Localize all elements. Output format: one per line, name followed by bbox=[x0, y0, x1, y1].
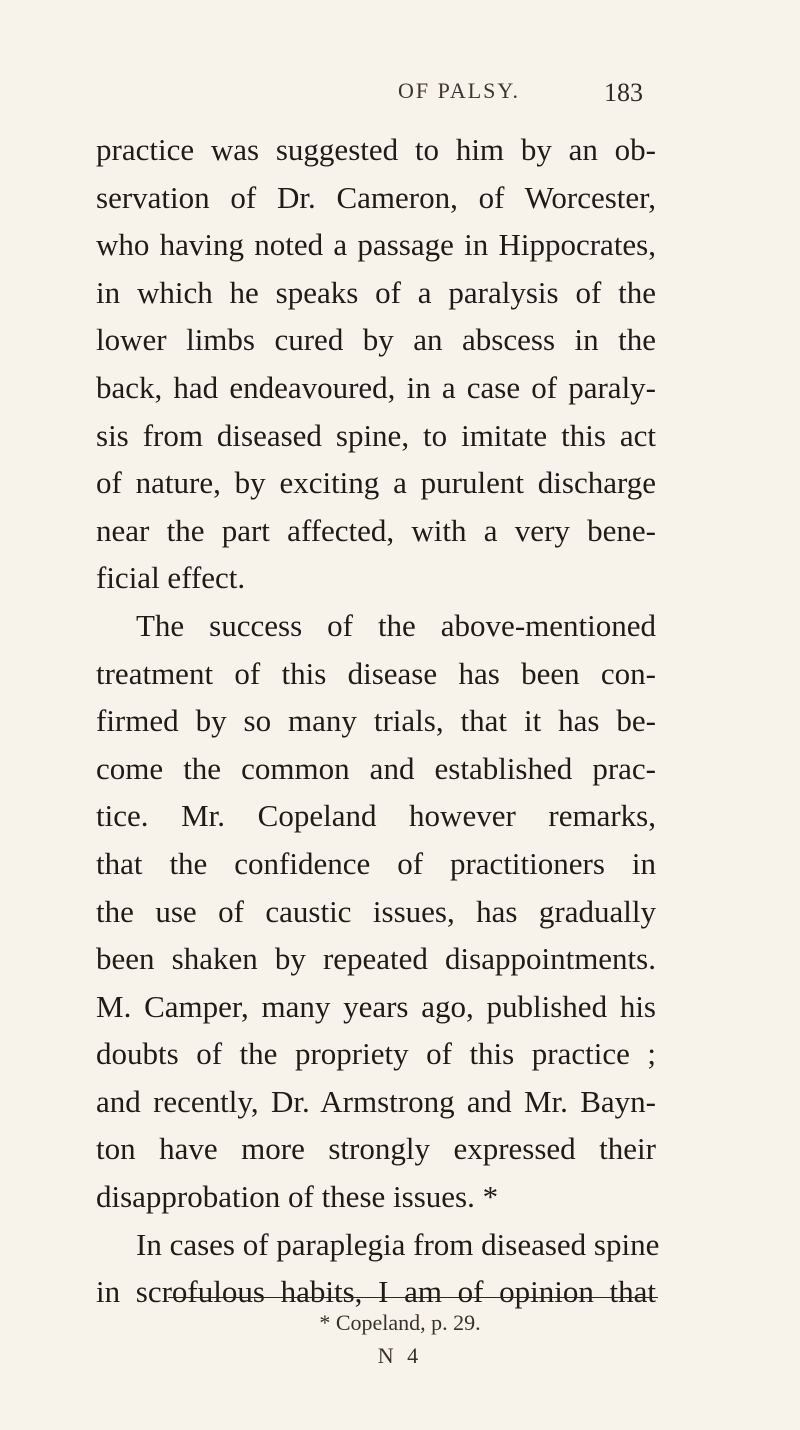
text-line: come the common and established prac- bbox=[96, 750, 656, 786]
footnote-rule bbox=[168, 1297, 658, 1298]
running-head bbox=[0, 78, 800, 118]
text-line: treatment of this disease has been con- bbox=[96, 655, 656, 691]
text-line: in which he speaks of a paralysis of the bbox=[96, 274, 656, 310]
signature-mark: N 4 bbox=[377, 1343, 423, 1368]
text-line: firmed by so many trials, that it has be- bbox=[96, 703, 656, 739]
text-line: tice. Mr. Copeland however remarks, bbox=[96, 798, 656, 834]
text-line: ficial effect. bbox=[96, 560, 246, 596]
text-line: in scrofulous habits, I am of opinion that bbox=[96, 1274, 656, 1310]
text-line: the use of caustic issues, has gradually bbox=[96, 893, 656, 929]
running-title: OF PALSY. bbox=[398, 78, 520, 103]
text-line: M. Camper, many years ago, published his bbox=[96, 988, 656, 1024]
text-line: been shaken by repeated disappointments. bbox=[96, 941, 656, 977]
text-line: near the part affected, with a very bene- bbox=[96, 512, 656, 548]
footnote: * Copeland, p. 29. bbox=[319, 1310, 481, 1335]
body-text bbox=[96, 126, 660, 1316]
text-line: practice was suggested to him by an ob- bbox=[96, 132, 656, 167]
page-number: 183 bbox=[604, 78, 643, 107]
text-line: disapprobation of these issues. * bbox=[96, 1179, 499, 1215]
text-line: who having noted a passage in Hippocrates, bbox=[96, 227, 656, 263]
text-line: ton have more strongly expressed their bbox=[96, 1131, 656, 1167]
text-line: The success of the above-mentioned bbox=[136, 607, 656, 643]
text-line: of nature, by exciting a purulent discharge bbox=[96, 465, 656, 501]
text-line: doubts of the propriety of this practice ; bbox=[96, 1036, 656, 1072]
text-line: In cases of paraplegia from diseased spine bbox=[136, 1226, 660, 1262]
text-line: and recently, Dr. Armstrong and Mr. Bayn- bbox=[96, 1083, 656, 1119]
text-line: sis from diseased spine, to imitate this act bbox=[96, 417, 656, 453]
text-line: lower limbs cured by an abscess in the bbox=[96, 322, 656, 358]
text-line: servation of Dr. Cameron, of Worcester, bbox=[96, 179, 656, 215]
text-line: back, had endeavoured, in a case of paraly- bbox=[96, 369, 656, 405]
text-line: that the confidence of practitioners in bbox=[96, 845, 656, 881]
